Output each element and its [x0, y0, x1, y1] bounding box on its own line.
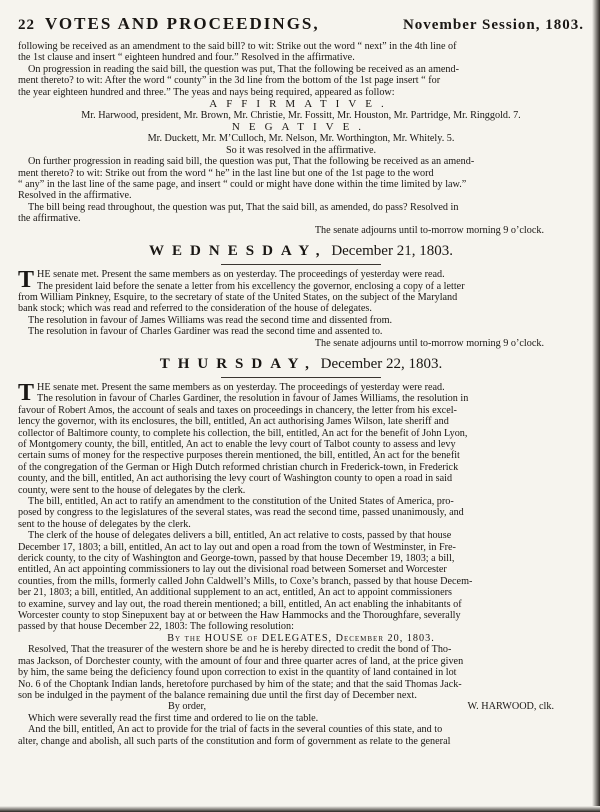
text-line: of the congregation of the German or High Dutch reformed christian church in Frederick-town, in Frederick: [18, 461, 459, 473]
negative-heading: NEGATIVE.: [231, 121, 371, 134]
divider: [221, 264, 381, 265]
text-line: the year eighteen hundred and three.” The yeas and nays being required, appeared as follow:: [18, 86, 395, 98]
day-name: WEDNESDAY,: [149, 243, 328, 260]
text-line: Which were severally read the first time and ordered to lie on the table.: [28, 712, 319, 724]
house-of-delegates-heading: By the HOUSE of DELEGATES, December 20, 1803.: [167, 632, 435, 644]
text-line: On progression in reading the said bill, the question was put, That the following be received as an amend-: [28, 63, 459, 75]
text-line: December 17, 1803; a bill, entitled, An act to lay out and open a road from the town of Westminster, in Fre-: [18, 541, 456, 553]
day-date: December 21, 1803.: [331, 243, 453, 260]
wednesday-proceedings: [18, 269, 584, 337]
text-line: county, and the bill, entitled, An act authorising the levy court of Washington county to open a road in said: [18, 473, 453, 485]
text-line: The resolution in favour of Charles Gardiner was read the second time and assented to.: [28, 326, 383, 338]
text-line: The resolution in favour of Charles Gardiner, the resolution in favour of James Williams, the resolution in: [37, 393, 469, 405]
closing-text: [18, 713, 584, 747]
text-line: ment thereto? to wit: After the word “ county” in the 3d line from the bottom of the 1st page insert “ for: [18, 75, 441, 87]
text-line: alter, change and abolish, all such parts of the constitution and form of government as relate to the general: [18, 735, 451, 747]
text-line: the 1st clause and insert “ eighteen hundred and four.” Resolved in the affirmative.: [18, 52, 355, 64]
affirmative-heading: AFFIRMATIVE.: [209, 98, 393, 111]
day-name: THURSDAY,: [159, 355, 317, 372]
text-line: Worcester county to stop Sinepuxent bay at or between the Haw Hammocks and the Thoroughfare, severally: [18, 610, 461, 622]
text-line: passed by that house December 22, 1803: The following resolution:: [18, 621, 294, 633]
page-number: 22: [18, 17, 35, 33]
text-line: The clerk of the house of delegates delivers a bill, entitled, An act relative to costs, passed by that house: [28, 530, 452, 542]
text-line: The resolution in favour of James Williams was read the second time and dissented from.: [28, 314, 393, 326]
signature-block: [18, 701, 584, 712]
text-line: counties, from the mills, formerly called John Caldwell’s Mills, to Coxe’s branch, passed by that house Decem-: [18, 575, 473, 587]
text-line: Resolved in the affirmative.: [18, 190, 132, 202]
running-header: [18, 14, 584, 35]
text-line: ber 21, 1803; a bill, entitled, An additional supplement to an act, entitled, An act to appoint commissioners: [18, 587, 453, 599]
text-line: And the bill, entitled, An act to provide for the trial of facts in the several counties of this state, and to: [28, 724, 443, 736]
text-line: “ any” in the last line of the same page, and insert “ could or might have done within the time limited by law.”: [18, 179, 467, 191]
text-line: by him, the same being the deficiency found upon correction to exist in the quantity of land contained in lot: [18, 667, 457, 679]
wednesday-heading: [18, 242, 584, 260]
text-line: son be indulged in the payment of the balance remaining due until the first day of December next.: [18, 689, 417, 701]
text-line: posed by congress to the legislatures of the several states, was read the second time, passed unanimously, and: [18, 507, 464, 519]
resolved-line: So it was resolved in the affirmative.: [225, 144, 377, 156]
text-line: certain sums of money for the respective purposes therein mentioned, the bill, entitled, An act for the benefit: [18, 450, 460, 462]
text-line: to examine, survey and lay out, the road therein mentioned; a bill, entitled, An act enabling the inhabitants of: [18, 598, 462, 610]
drop-cap: T: [18, 379, 35, 406]
text-line: HE senate met. Present the same members as on yesterday. The proceedings of yesterday were read.: [37, 269, 445, 281]
drop-cap: T: [18, 267, 35, 294]
page-bottom-shadow: [0, 806, 600, 812]
page-edge-shadow: [592, 0, 600, 812]
day-date: December 22, 1803.: [320, 355, 443, 372]
block-continuation: [18, 41, 584, 236]
text-line: entitled, An act appointing commissioners to lay out the divisional road between Somerset and Worcester: [18, 564, 447, 576]
header-title: VOTES AND PROCEEDINGS,: [45, 14, 320, 33]
text-line: county, were sent to the house of delegates by the clerk.: [18, 484, 246, 496]
text-line: The president laid before the senate a letter from his excellency the governor, enclosing a copy of a letter: [37, 280, 465, 292]
resolution-text: [18, 644, 584, 701]
text-line: lency the governor, with its enclosures, the bill, entitled, An act authorising James Wilson, late sheriff and: [18, 416, 449, 428]
adjourn-line: The senate adjourns until to-morrow morning 9 o’clock.: [314, 337, 544, 349]
text-line: The bill, entitled, An act to ratify an amendment to the constitution of the United States of America, pro-: [28, 496, 454, 507]
text-line: HE senate met. Present the same members as on yesterday. The proceedings of yesterday were read.: [37, 381, 445, 393]
negative-names: Mr. Duckett, Mr. M’Culloch, Mr. Nelson, Mr. Worthington, Mr. Whitely. 5.: [147, 133, 455, 145]
clerk-signature: W. HARWOOD, clk.: [467, 701, 554, 713]
divider: [221, 377, 381, 378]
adjourn-line: The senate adjourns until to-morrow morning 9 o’clock.: [314, 224, 544, 236]
text-line: On further progression in reading said bill, the question was put, That the following be received as an amend-: [28, 156, 475, 168]
text-line: collector of Baltimore county, to complete his collection, the bill, entitled, An act for the benefit of John Lyon,: [18, 427, 468, 439]
header-session: November Session, 1803.: [402, 17, 584, 33]
text-line: mas Jackson, of Dorchester county, with the amount of four and three quarter acres of land, at the price given: [18, 655, 464, 667]
text-line: following be received as an amendment to the said bill? to wit: Strike out the word “ next” in the 4th line of: [18, 41, 457, 52]
text-line: derick county, to the city of Washington and George-town, passed by that house December 19, 1803; a bill,: [18, 553, 455, 565]
text-line: the affirmative.: [18, 213, 81, 225]
by-order-label: By order,: [168, 701, 207, 713]
text-line: No. 6 of the Choptank Indian lands, heretofore purchased by him of the state; and that the said Thomas Jack-: [18, 678, 462, 690]
text-line: bank stock; which was read and referred to the consideration of the house of delegates.: [18, 303, 372, 315]
thursday-heading: [18, 355, 584, 373]
text-line: ment thereto? to wit: Strike out from the word “ he” in the last line but one of the 1st page to the word: [18, 167, 434, 179]
text-line: sent to the house of delegates by the clerk.: [18, 518, 191, 530]
text-line: from William Pinkney, Esquire, to the secretary of state of the United States, on the subject of the Maryland: [18, 291, 458, 303]
text-line: The bill being read throughout, the question was put, That the said bill, as amended, do pass? Resolved in: [28, 201, 459, 213]
text-line: Resolved, That the treasurer of the western shore be and he is hereby directed to credit the bond of Tho-: [28, 644, 452, 656]
text-line: of Montgomery county, the bill, entitled, An act to enable the levy court of Talbot county to assess and levy: [18, 438, 456, 450]
affirmative-names: Mr. Harwood, president, Mr. Brown, Mr. Christie, Mr. Fossitt, Mr. Houston, Mr. Partridge, Mr. Ringgold. 7.: [81, 110, 521, 122]
thursday-proceedings: [18, 379, 584, 633]
text-line: favour of Robert Amos, the account of seals and taxes on proceedings in chancery, the letter from his excel-: [18, 404, 457, 416]
